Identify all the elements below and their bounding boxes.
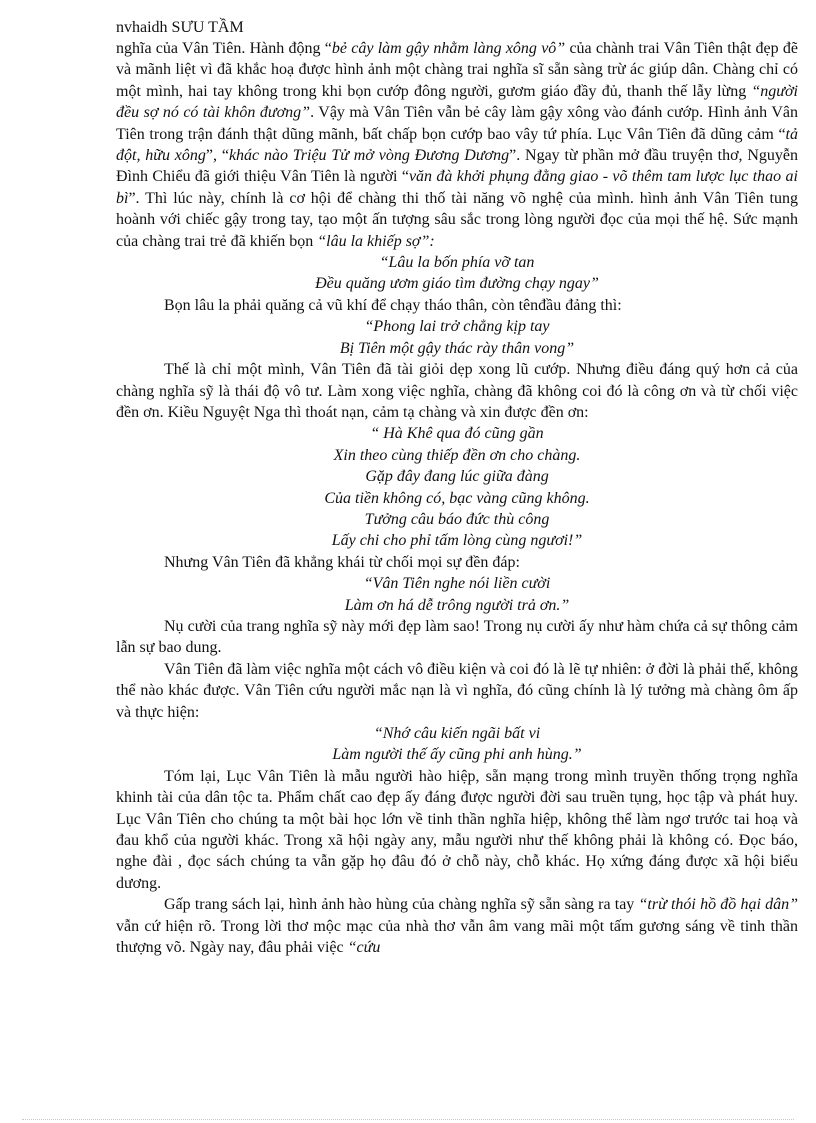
paragraph-4: Nhưng Vân Tiên đã khẳng khái từ chối mọi sự đền đáp: (164, 553, 520, 571)
verse-line: Tưởng câu báo đức thù công (364, 510, 550, 528)
verse-line: “Lâu la bốn phía vỡ tan (379, 254, 535, 272)
verse-line: Của tiền không có, bạc vàng cũng không. (324, 489, 590, 507)
verse-line: Làm người thế ấy cũng phi anh hùng.” (332, 746, 582, 764)
verse-line: Bị Tiên một gậy thác rày thân vong” (339, 339, 575, 357)
text-run: nghĩa của Vân Tiên. Hành động “ (116, 40, 332, 57)
text-run: của chành trai Vân Tiên thật đẹp đẽ và mãnh liệt vì đã khắc hoạ được hình ảnh một chàng trai nghĩa sĩ sẵn sàng trừ ác giúp dân. Chàng chỉ có một mình, hai tay không trong khi bọn cướp đông người, gươm giáo đầy đủ, thanh thế lẫy lừng (116, 40, 799, 100)
verse-line: Gặp đây đang lúc giữa đàng (365, 468, 549, 486)
verse-line: “ Hà Khê qua đó cũng gần (370, 425, 544, 443)
verse-line: Làm ơn há dễ trông người trả ơn.” (344, 596, 570, 614)
italic-quote: “trừ thói hồ đồ hại dân” (638, 896, 798, 914)
italic-quote: tả đột, hữu xông (116, 125, 798, 165)
verse-line: Lấy chi cho phỉ tấm lòng cùng ngươi!” (331, 532, 583, 550)
italic-quote: khác nào Triệu Tử mở vòng Đương Dương (228, 147, 510, 165)
text-run: Gấp trang sách lại, hình ảnh hào hùng của chàng nghĩa sỹ sẵn sàng ra tay (164, 896, 639, 914)
verse-line: Đều quăng ươm giáo tìm đường chạy ngay” (315, 275, 599, 293)
text-run: ”. Ngay từ phần mở đầu truyện thơ, Nguyễn Đình Chiểu đã giới thiệu Vân Tiên là người “ (116, 147, 799, 186)
italic-quote: “lâu la khiếp sợ”: (317, 232, 435, 250)
italic-quote: văn đà khởi phụng đằng giao - võ thêm tam lược lục thao ai bì (116, 168, 798, 207)
document-page (116, 18, 798, 958)
page-header: nvhaidh SƯU TẦM (116, 19, 244, 36)
italic-quote: “cứu (347, 939, 381, 957)
verse-line: “Phong lai trở chẳng kịp tay (364, 318, 550, 336)
paragraph-8 (116, 894, 798, 958)
paragraph-7: Tóm lại, Lục Vân Tiên là mẫu người hào hiệp, sẵn mạng trong mình truyền thống trọng nghĩa khinh tài của dân tộc ta. Phẩm chất cao đẹp ấy đáng được người đời sau truền tụng, học tập và phát huy. Lục Vân Tiên cho chúng ta một bài học lớn về tinh thần nghĩa hiệp, không thể làm ngơ trước tai hoạ và đau khổ của người khác. Trong xã hội ngày any, mẫu người như thế không phải là không có. Đọc báo, nghe đài , đọc sách chúng ta vẫn gặp họ đâu đó ở chỗ này, chỗ khác. Họ xứng đáng được xã hội biểu dương. (116, 767, 798, 892)
text-run: vẫn cứ hiện rõ. Trong lời thơ mộc mạc của nhà thơ vẫn âm vang mãi một tấm gương sáng về tinh thần thượng võ. Ngày nay, đâu phải việc (116, 917, 798, 957)
text-run: . Vậy mà Vân Tiên vẫn bẻ cây làm gậy xông vào đánh cướp. Hình ảnh Vân Tiên trong trận đánh thật dũng mãnh, bất chấp bọn cướp bao vây tứ phía. Lục Vân Tiên đã dũng cảm “ (116, 104, 799, 143)
paragraph-1 (116, 38, 798, 252)
italic-quote: “người đều sợ nó có tài khôn đương” (116, 82, 798, 122)
italic-quote: bẻ cây làm gậy nhằm làng xông vô” (331, 40, 566, 57)
verse-line: “Vân Tiên nghe nói liền cười (363, 575, 551, 593)
paragraph-2: Bọn lâu la phải quăng cả vũ khí để chạy tháo thân, còn tênđầu đảng thì: (164, 296, 622, 314)
paragraph-5: Nụ cười của trang nghĩa sỹ này mới đẹp làm sao! Trong nụ cười ấy như hàm chứa cả sự thông cảm lẫn sự bao dung. (116, 617, 798, 657)
text-run: ”, “ (205, 147, 229, 165)
paragraph-3: Thế là chỉ một mình, Vân Tiên đã tài giỏi dẹp xong lũ cướp. Nhưng điều đáng quý hơn cả của chàng nghĩa sỹ là thái độ vô tư. Làm xong việc nghĩa, chàng đã không coi đó là công ơn và từ chối việc đền ơn. Kiều Nguyệt Nga thì thoát nạn, cảm tạ chàng và xin được đền ơn: (116, 361, 798, 421)
verse-line: Xin theo cùng thiếp đền ơn cho chàng. (333, 446, 581, 464)
paragraph-6: Vân Tiên đã làm việc nghĩa một cách vô điều kiện và coi đó là lẽ tự nhiên: ở đời là phải thế, không thể nào khác được. Vân Tiên cứu người mắc nạn là vì nghĩa, đó cũng chính là lý tưởng mà chàng ôm ấp và thực hiện: (116, 660, 798, 721)
verse-line: “Nhớ câu kiến ngãi bất vi (373, 725, 541, 742)
page-bottom-divider (22, 1119, 794, 1120)
text-run: ”. Thì lúc này, chính là cơ hội để chàng thi thố tài năng võ nghệ của mình. hình ảnh Vân Tiên tung hoành với chiếc gậy trong tay, tạo một ấn tượng sâu sắc trong lòng người đọc của mọi thế hệ. Sức mạnh của chàng trai trẻ đã khiến bọn (116, 189, 798, 250)
